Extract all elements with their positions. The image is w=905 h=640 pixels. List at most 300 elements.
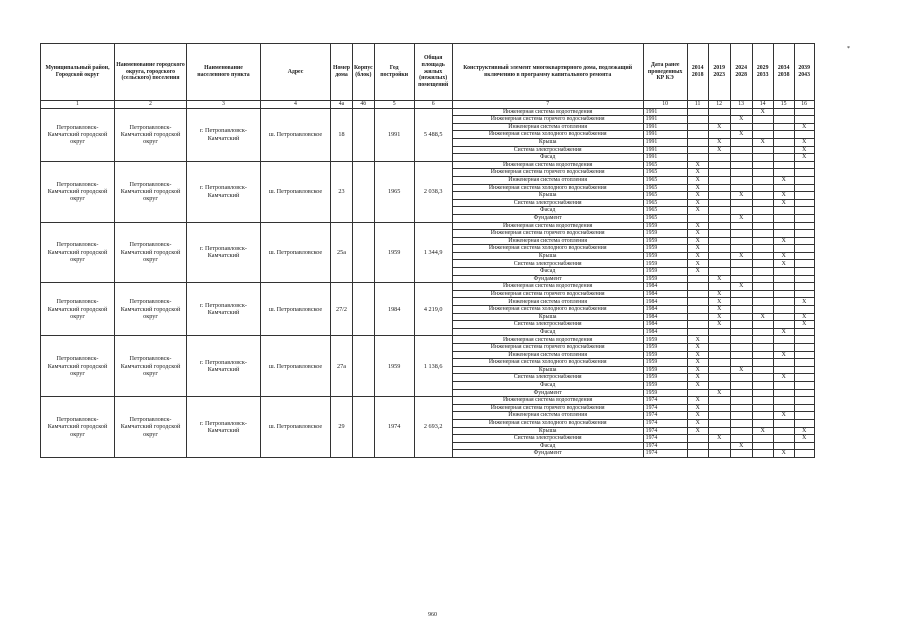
period-mark-cell [752,404,773,412]
period-mark-cell [708,207,730,215]
period-mark-cell [708,214,730,222]
period-mark-cell: Х [708,389,730,397]
period-mark-cell [794,169,814,177]
element-cell: Инженерная система отопления [452,412,643,420]
period-mark-cell [773,435,794,443]
column-number: 5 [374,101,414,109]
period-mark-cell [730,397,752,405]
year-cell: 1965 [374,161,414,222]
prior-date-cell: 1984 [643,283,687,291]
period-mark-cell [794,199,814,207]
element-cell: Инженерная система горячего водоснабжения [452,344,643,352]
period-mark-cell [794,389,814,397]
period-mark-cell [752,268,773,276]
settlement-cell: Петропавловск-Камчатский городской округ [115,336,187,397]
period-mark-cell: Х [687,268,708,276]
period-mark-cell [794,184,814,192]
period-mark-cell [687,214,708,222]
period-mark-cell: Х [687,222,708,230]
period-mark-cell [794,237,814,245]
prior-date-cell: 1991 [643,138,687,146]
period-mark-cell: Х [794,427,814,435]
prior-date-cell: 1959 [643,222,687,230]
header-area: Общая площадь жилых (нежилых) помещений [414,44,452,101]
period-mark-cell [752,123,773,131]
period-mark-cell [730,260,752,268]
period-mark-cell [730,154,752,162]
period-mark-cell: Х [687,366,708,374]
element-cell: Инженерная система водоотведения [452,222,643,230]
column-number: 14 [752,101,773,109]
prior-date-cell: 1959 [643,252,687,260]
period-mark-cell [773,169,794,177]
period-mark-cell [752,245,773,253]
column-number: 4а [331,101,353,109]
period-mark-cell [773,344,794,352]
period-mark-cell: Х [687,374,708,382]
prior-date-cell: 1965 [643,207,687,215]
period-mark-cell: Х [708,123,730,131]
period-mark-cell [773,404,794,412]
period-mark-cell [730,123,752,131]
period-mark-cell [794,366,814,374]
period-mark-cell [752,412,773,420]
prior-date-cell: 1984 [643,328,687,336]
table-row [41,336,815,344]
period-mark-cell [730,336,752,344]
column-number: 13 [730,101,752,109]
period-mark-cell: Х [687,176,708,184]
element-cell: Фасад [452,381,643,389]
prior-date-cell: 1959 [643,366,687,374]
period-mark-cell [708,131,730,139]
period-mark-cell [708,192,730,200]
period-mark-cell: Х [687,351,708,359]
period-mark-cell [708,283,730,291]
period-mark-cell [687,123,708,131]
period-mark-cell: Х [708,435,730,443]
year-cell: 1974 [374,397,414,458]
period-mark-cell [794,108,814,116]
period-mark-cell [794,336,814,344]
period-mark-cell [752,450,773,458]
period-mark-cell [730,184,752,192]
settlement-cell: Петропавловск-Камчатский городской округ [115,222,187,283]
block-cell [353,397,375,458]
area-cell: 1 138,6 [414,336,452,397]
period-mark-cell [752,306,773,314]
period-mark-cell [752,321,773,329]
element-cell: Инженерная система отопления [452,176,643,184]
period-mark-cell [794,207,814,215]
period-mark-cell [752,366,773,374]
period-mark-cell [773,313,794,321]
locality-cell: г. Петропавловск-Камчатский [187,108,261,161]
header-period-2034: 2034 2038 [773,44,794,101]
house-number-cell: 23 [331,161,353,222]
period-mark-cell: Х [687,169,708,177]
locality-cell: г. Петропавловск-Камчатский [187,397,261,458]
period-mark-cell: Х [687,404,708,412]
area-cell: 1 344,9 [414,222,452,283]
period-mark-cell: Х [730,116,752,124]
prior-date-cell: 1959 [643,344,687,352]
period-mark-cell [752,207,773,215]
period-mark-cell [794,268,814,276]
table-row [41,397,815,405]
address-cell: ш. Петропавловское [261,397,331,458]
prior-date-cell: 1984 [643,321,687,329]
area-cell: 4 219,0 [414,283,452,336]
header-period-2014: 2014 2018 [687,44,708,101]
period-mark-cell: Х [730,366,752,374]
capital-repair-table [40,43,815,458]
period-mark-cell [752,146,773,154]
period-mark-cell: Х [687,412,708,420]
settlement-cell: Петропавловск-Камчатский городской округ [115,397,187,458]
period-mark-cell [773,108,794,116]
block-cell [353,336,375,397]
block-cell [353,161,375,222]
period-mark-cell [687,435,708,443]
period-mark-cell [687,283,708,291]
period-mark-cell [708,245,730,253]
period-mark-cell [752,237,773,245]
period-mark-cell [752,176,773,184]
period-mark-cell [773,381,794,389]
period-mark-cell [794,222,814,230]
settlement-cell: Петропавловск-Камчатский городской округ [115,283,187,336]
period-mark-cell: Х [730,214,752,222]
period-mark-cell: Х [687,344,708,352]
period-mark-cell [687,450,708,458]
period-mark-cell [752,169,773,177]
period-mark-cell: Х [708,146,730,154]
period-mark-cell [773,230,794,238]
period-mark-cell [773,222,794,230]
period-mark-cell: Х [708,306,730,314]
column-number: 1 [41,101,115,109]
period-mark-cell [687,328,708,336]
address-cell: ш. Петропавловское [261,222,331,283]
period-mark-cell [794,260,814,268]
period-mark-cell [708,176,730,184]
period-mark-cell [730,313,752,321]
period-mark-cell [708,397,730,405]
period-mark-cell [752,116,773,124]
period-mark-cell: Х [794,321,814,329]
element-cell: Крыша [452,252,643,260]
period-mark-cell [708,222,730,230]
prior-date-cell: 1974 [643,404,687,412]
period-mark-cell: Х [708,321,730,329]
period-mark-cell [708,154,730,162]
header-period-2019: 2019 2023 [708,44,730,101]
period-mark-cell [730,381,752,389]
element-cell: Инженерная система водоотведения [452,283,643,291]
period-mark-cell: Х [794,138,814,146]
prior-date-cell: 1959 [643,389,687,397]
period-mark-cell [708,412,730,420]
period-mark-cell [752,222,773,230]
period-mark-cell [730,161,752,169]
period-mark-cell: Х [687,245,708,253]
period-mark-cell [708,237,730,245]
period-mark-cell [730,374,752,382]
column-number: 12 [708,101,730,109]
element-cell: Инженерная система холодного водоснабжения [452,245,643,253]
element-cell: Крыша [452,366,643,374]
period-mark-cell [794,351,814,359]
period-mark-cell [773,275,794,283]
period-mark-cell [773,419,794,427]
element-cell: Крыша [452,313,643,321]
period-mark-cell: Х [794,313,814,321]
period-mark-cell [687,131,708,139]
period-mark-cell: Х [687,207,708,215]
period-mark-cell: Х [687,397,708,405]
period-mark-cell: Х [730,192,752,200]
period-mark-cell: Х [687,252,708,260]
prior-date-cell: 1991 [643,146,687,154]
period-mark-cell [730,298,752,306]
prior-date-cell: 1984 [643,313,687,321]
period-mark-cell [773,184,794,192]
block-cell [353,283,375,336]
period-mark-cell [794,419,814,427]
period-mark-cell [708,419,730,427]
period-mark-cell [730,389,752,397]
year-cell: 1984 [374,283,414,336]
table-row [41,108,815,116]
prior-date-cell: 1974 [643,450,687,458]
period-mark-cell [794,275,814,283]
element-cell: Фасад [452,154,643,162]
period-mark-cell [773,442,794,450]
period-mark-cell [752,389,773,397]
column-number: 7 [452,101,643,109]
period-mark-cell [794,176,814,184]
year-cell: 1991 [374,108,414,161]
period-mark-cell [708,381,730,389]
period-mark-cell [730,207,752,215]
column-number: 16 [794,101,814,109]
element-cell: Система электроснабжения [452,321,643,329]
period-mark-cell: Х [794,146,814,154]
element-cell: Крыша [452,138,643,146]
period-mark-cell [708,161,730,169]
period-mark-cell [794,230,814,238]
period-mark-cell [708,169,730,177]
period-mark-cell [708,108,730,116]
period-mark-cell [687,442,708,450]
period-mark-cell [708,268,730,276]
period-mark-cell [773,336,794,344]
period-mark-cell: Х [752,313,773,321]
period-mark-cell [794,359,814,367]
period-mark-cell [773,138,794,146]
period-mark-cell [752,290,773,298]
period-mark-cell: Х [730,131,752,139]
period-mark-cell [773,321,794,329]
period-mark-cell: Х [752,427,773,435]
period-mark-cell [773,207,794,215]
header-element: Конструктивный элемент многоквартирного дома, подлежащий включению в программу капитального ремонта [452,44,643,101]
prior-date-cell: 1965 [643,184,687,192]
period-mark-cell: Х [773,252,794,260]
period-mark-cell [730,237,752,245]
prior-date-cell: 1959 [643,237,687,245]
element-cell: Фасад [452,442,643,450]
period-mark-cell [752,184,773,192]
prior-date-cell: 1965 [643,161,687,169]
period-mark-cell: Х [794,123,814,131]
district-cell: Петропавловск-Камчатский городской округ [41,222,115,283]
period-mark-cell [730,404,752,412]
element-cell: Крыша [452,427,643,435]
period-mark-cell [687,154,708,162]
period-mark-cell [794,450,814,458]
period-mark-cell: Х [687,359,708,367]
period-mark-cell [752,161,773,169]
period-mark-cell [773,268,794,276]
period-mark-cell [730,108,752,116]
prior-date-cell: 1959 [643,374,687,382]
asterisk-note: * [847,46,850,52]
period-mark-cell [730,275,752,283]
column-number: 11 [687,101,708,109]
prior-date-cell: 1965 [643,192,687,200]
district-cell: Петропавловск-Камчатский городской округ [41,336,115,397]
prior-date-cell: 1965 [643,176,687,184]
period-mark-cell [794,116,814,124]
period-mark-cell [708,427,730,435]
house-number-cell: 27/2 [331,283,353,336]
period-mark-cell: Х [730,283,752,291]
period-mark-cell [708,359,730,367]
period-mark-cell [708,404,730,412]
period-mark-cell [687,146,708,154]
table-row [41,283,815,291]
period-mark-cell: Х [708,290,730,298]
period-mark-cell [708,344,730,352]
prior-date-cell: 1974 [643,427,687,435]
period-mark-cell [730,435,752,443]
period-mark-cell [687,138,708,146]
table-row [41,222,815,230]
period-mark-cell [708,199,730,207]
prior-date-cell: 1991 [643,131,687,139]
period-mark-cell: Х [687,161,708,169]
period-mark-cell [752,283,773,291]
locality-cell: г. Петропавловск-Камчатский [187,161,261,222]
element-cell: Фундамент [452,389,643,397]
period-mark-cell: Х [687,192,708,200]
period-mark-cell [708,442,730,450]
period-mark-cell: Х [687,237,708,245]
prior-date-cell: 1959 [643,245,687,253]
district-cell: Петропавловск-Камчатский городской округ [41,283,115,336]
area-cell: 2 038,3 [414,161,452,222]
prior-date-cell: 1984 [643,290,687,298]
period-mark-cell [730,290,752,298]
period-mark-cell [752,192,773,200]
element-cell: Инженерная система отопления [452,237,643,245]
element-cell: Инженерная система холодного водоснабжения [452,184,643,192]
header-house-number: Номер дома [331,44,353,101]
area-cell: 2 693,2 [414,397,452,458]
period-mark-cell [794,397,814,405]
element-cell: Инженерная система горячего водоснабжения [452,116,643,124]
house-number-cell: 29 [331,397,353,458]
period-mark-cell [730,359,752,367]
prior-date-cell: 1991 [643,123,687,131]
period-mark-cell: Х [773,328,794,336]
period-mark-cell [730,138,752,146]
period-mark-cell [730,245,752,253]
column-number: 6 [414,101,452,109]
period-mark-cell [752,199,773,207]
element-cell: Инженерная система холодного водоснабжения [452,131,643,139]
address-cell: ш. Петропавловское [261,108,331,161]
period-mark-cell [708,252,730,260]
element-cell: Система электроснабжения [452,146,643,154]
period-mark-cell: Х [708,275,730,283]
period-mark-cell [773,245,794,253]
element-cell: Инженерная система водоотведения [452,336,643,344]
period-mark-cell [794,344,814,352]
period-mark-cell [687,321,708,329]
period-mark-cell [752,344,773,352]
period-mark-cell [752,252,773,260]
period-mark-cell [773,214,794,222]
period-mark-cell: Х [773,176,794,184]
period-mark-cell [794,306,814,314]
period-mark-cell [794,283,814,291]
prior-date-cell: 1959 [643,260,687,268]
area-cell: 5 488,5 [414,108,452,161]
element-cell: Инженерная система горячего водоснабжения [452,230,643,238]
district-cell: Петропавловск-Камчатский городской округ [41,397,115,458]
period-mark-cell [730,268,752,276]
column-number: 4 [261,101,331,109]
period-mark-cell: Х [773,237,794,245]
period-mark-cell [687,389,708,397]
period-mark-cell: Х [773,192,794,200]
period-mark-cell [773,359,794,367]
element-cell: Инженерная система холодного водоснабжения [452,359,643,367]
period-mark-cell [773,154,794,162]
period-mark-cell [752,419,773,427]
period-mark-cell: Х [687,199,708,207]
element-cell: Крыша [452,192,643,200]
period-mark-cell [794,245,814,253]
prior-date-cell: 1974 [643,412,687,420]
element-cell: Инженерная система водоотведения [452,108,643,116]
period-mark-cell: Х [773,412,794,420]
prior-date-cell: 1974 [643,397,687,405]
period-mark-cell: Х [708,138,730,146]
header-prior-date: Дата ранее проведенных КР КЭ [643,44,687,101]
year-cell: 1959 [374,222,414,283]
period-mark-cell [730,176,752,184]
period-mark-cell [752,359,773,367]
period-mark-cell [752,230,773,238]
period-mark-cell [773,161,794,169]
period-mark-cell [773,366,794,374]
element-cell: Система электроснабжения [452,435,643,443]
period-mark-cell [752,298,773,306]
